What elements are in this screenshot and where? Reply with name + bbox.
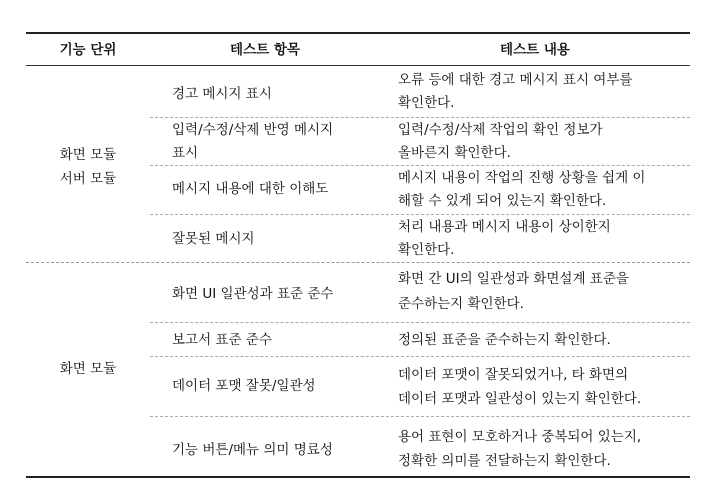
table-header-rule — [26, 65, 690, 66]
test-item: 잘못된 메시지 — [172, 231, 255, 247]
test-content: 처리 내용과 메시지 내용이 상이한지 — [398, 219, 611, 235]
test-item: 입력/수정/삭제 반영 메시지 — [172, 122, 334, 138]
test-content: 오류 등에 대한 경고 메시지 표시 여부를 — [398, 72, 633, 88]
test-content: 화면 간 UI의 일관성과 화면설계 표준을 — [398, 271, 629, 287]
group-unit-label: 화면 모듈 — [59, 361, 117, 377]
test-content: 올바른지 확인한다. — [398, 145, 511, 161]
test-item: 보고서 표준 준수 — [172, 332, 272, 348]
test-item: 경고 메시지 표시 — [172, 86, 272, 102]
header-item: 테스트 항목 — [230, 42, 300, 58]
row-divider — [150, 356, 690, 357]
row-divider — [150, 322, 690, 323]
test-item: 기능 버튼/메뉴 의미 명료성 — [172, 442, 333, 458]
group-unit-label: 화면 모듈 — [59, 147, 117, 163]
test-content: 용어 표현이 모호하거나 중복되어 있는지, — [398, 429, 642, 445]
test-content: 해할 수 있게 되어 있는지 확인한다. — [398, 193, 607, 209]
table-group-divider — [26, 262, 690, 263]
header-content: 테스트 내용 — [500, 42, 570, 58]
table-bottom-rule — [26, 476, 690, 478]
test-content: 데이터 포맷이 잘못되었거나, 타 화면의 — [398, 367, 629, 383]
test-content: 입력/수정/삭제 작업의 확인 정보가 — [398, 122, 603, 138]
test-content: 확인한다. — [398, 95, 455, 111]
test-content: 준수하는지 확인한다. — [398, 296, 524, 312]
test-content: 정확한 의미를 전달하는지 확인한다. — [398, 453, 611, 469]
group-unit-label: 서버 모듈 — [59, 171, 117, 187]
row-divider — [150, 214, 690, 215]
header-unit: 기능 단위 — [59, 42, 117, 58]
test-item: 화면 UI 일관성과 표준 준수 — [172, 286, 334, 302]
test-item: 데이터 포맷 잘못/일관성 — [172, 378, 316, 394]
test-content: 정의된 표준을 준수하는지 확인한다. — [398, 332, 611, 348]
test-item: 표시 — [172, 145, 199, 161]
test-content: 데이터 포맷과 일관성이 있는지 확인한다. — [398, 391, 642, 407]
test-content: 메시지 내용이 작업의 진행 상황을 쉽게 이 — [398, 170, 646, 186]
test-item: 메시지 내용에 대한 이해도 — [172, 181, 329, 197]
row-divider — [150, 165, 690, 166]
row-divider — [150, 416, 690, 417]
row-divider — [150, 117, 690, 118]
table-top-rule — [26, 32, 690, 34]
test-content: 확인한다. — [398, 242, 455, 258]
